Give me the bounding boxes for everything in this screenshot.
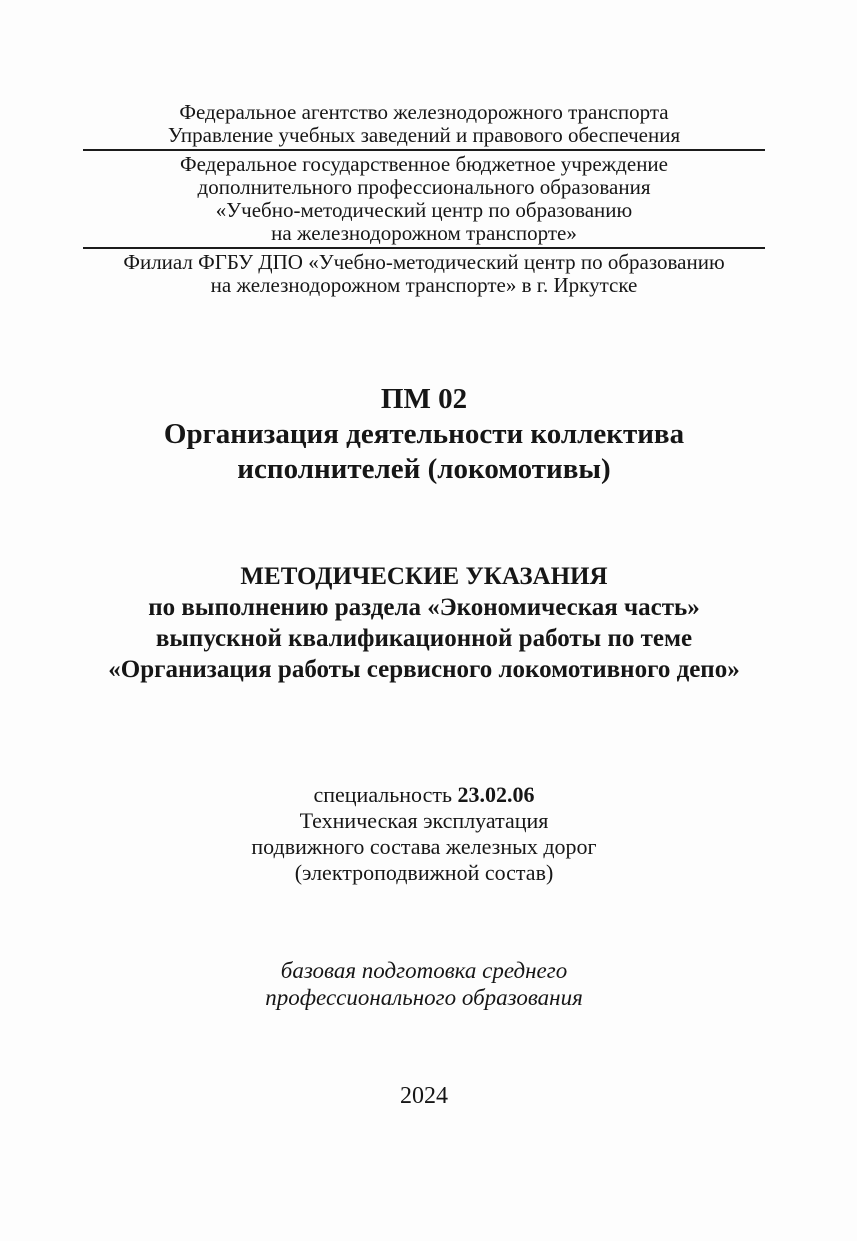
guidelines-line-2: выпускной квалификационной работы по теме [155,625,693,652]
specialty-code-line [83,782,765,808]
module-title-block [83,382,765,487]
institution-line-3: «Учебно-методический центр по образованию [215,198,633,222]
guidelines-line-1: по выполнению раздела «Экономическая часть» [148,594,700,621]
institution-line-4: на железнодорожном транспорте» [271,221,577,245]
header-block [83,101,765,297]
guidelines-block [83,561,765,685]
institution-line-1: Федеральное государственное бюджетное учреждение [179,152,668,176]
divider-line-bottom [83,247,765,249]
specialty-code: 23.02.06 [457,782,535,807]
specialty-line-3: (электроподвижной состав) [294,860,554,885]
specialty-line-2: подвижного состава железных дорог [251,834,597,859]
divider-line-top [83,149,765,151]
institution-line-2: дополнительного профессионального образования [197,175,651,199]
training-line-2: профессионального образования [265,985,583,1010]
agency-line-1: Федеральное агентство железнодорожного транспорта [179,100,669,124]
specialty-line-1: Техническая эксплуатация [299,808,549,833]
branch-line-2: на железнодорожном транспорте» в г. Иркутске [210,273,638,297]
training-line-1: базовая подготовка среднего [280,958,568,983]
module-code: ПМ 02 [380,383,468,415]
module-title-line-2: исполнителей (локомотивы) [237,453,611,485]
agency-line-2: Управление учебных заведений и правового обеспечения [167,123,681,147]
module-title-line-1: Организация деятельности коллектива [163,418,685,450]
specialty-block [83,782,765,886]
training-level-block [83,957,765,1011]
branch-line-1: Филиал ФГБУ ДПО «Учебно-методический центр по образованию [123,250,725,274]
publication-year: 2024 [400,1083,448,1109]
specialty-label: специальность [313,782,453,807]
guidelines-heading: МЕТОДИЧЕСКИЕ УКАЗАНИЯ [240,563,608,590]
guidelines-line-3: «Организация работы сервисного локомотивного депо» [108,656,740,683]
